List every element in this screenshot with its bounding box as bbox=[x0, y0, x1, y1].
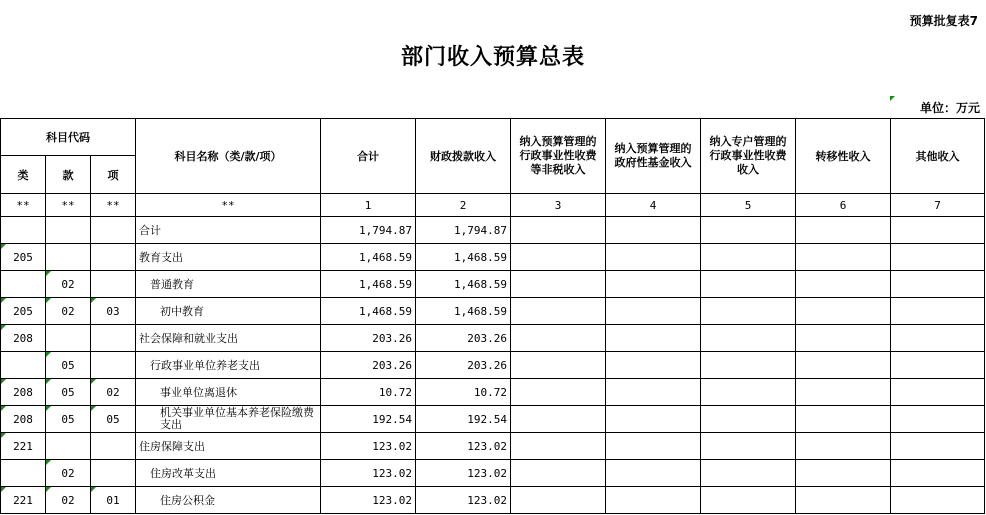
cell-fiscal: 203.26 bbox=[416, 325, 511, 352]
cell-empty bbox=[511, 298, 606, 325]
cell-xiang bbox=[91, 325, 136, 352]
cell-subject-name: 普通教育 bbox=[136, 271, 321, 298]
col-index-4: 4 bbox=[606, 194, 701, 217]
cell-kuan-text: 02 bbox=[61, 466, 75, 480]
table-row bbox=[1, 352, 985, 379]
cell-lei bbox=[1, 325, 46, 352]
cell-empty bbox=[606, 406, 701, 433]
cell-subject-name: 住房公积金 bbox=[136, 487, 321, 514]
cell-xiang bbox=[91, 244, 136, 271]
header-xiang: 项 bbox=[91, 156, 136, 194]
cell-lei bbox=[1, 298, 46, 325]
cell-kuan bbox=[46, 244, 91, 271]
cell-marker-icon bbox=[46, 487, 51, 492]
marker-name: ** bbox=[136, 194, 321, 217]
cell-lei-text: 205 bbox=[13, 304, 33, 318]
cell-empty bbox=[511, 460, 606, 487]
cell-empty bbox=[511, 379, 606, 406]
cell-kuan bbox=[46, 352, 91, 379]
header-special-fee-income: 纳入专户管理的行政事业性收费收入 bbox=[701, 119, 796, 194]
cell-empty bbox=[891, 460, 985, 487]
cell-xiang bbox=[91, 433, 136, 460]
cell-empty bbox=[891, 487, 985, 514]
cell-xiang bbox=[91, 298, 136, 325]
cell-lei bbox=[1, 406, 46, 433]
cell-xiang bbox=[91, 352, 136, 379]
cell-marker-icon bbox=[1, 325, 6, 330]
cell-total: 1,468.59 bbox=[321, 271, 416, 298]
cell-empty bbox=[796, 298, 891, 325]
cell-empty bbox=[606, 487, 701, 514]
cell-empty bbox=[796, 487, 891, 514]
cell-empty bbox=[511, 487, 606, 514]
cell-marker-icon bbox=[1, 487, 6, 492]
cell-empty bbox=[796, 379, 891, 406]
cell-fiscal: 1,468.59 bbox=[416, 244, 511, 271]
header-other-income: 其他收入 bbox=[891, 119, 985, 194]
cell-marker-icon bbox=[91, 298, 96, 303]
cell-empty bbox=[606, 433, 701, 460]
table-row bbox=[1, 487, 985, 514]
marker-kuan: ** bbox=[46, 194, 91, 217]
cell-xiang bbox=[91, 406, 136, 433]
cell-kuan bbox=[46, 487, 91, 514]
cell-subject-name: 行政事业单位养老支出 bbox=[136, 352, 321, 379]
cell-empty bbox=[891, 298, 985, 325]
cell-kuan bbox=[46, 379, 91, 406]
cell-total: 1,468.59 bbox=[321, 244, 416, 271]
cell-kuan bbox=[46, 406, 91, 433]
cell-empty bbox=[891, 379, 985, 406]
col-index-1: 1 bbox=[321, 194, 416, 217]
cell-lei bbox=[1, 271, 46, 298]
cell-empty bbox=[606, 460, 701, 487]
cell-empty bbox=[796, 325, 891, 352]
cell-marker-icon bbox=[46, 379, 51, 384]
cell-fiscal: 10.72 bbox=[416, 379, 511, 406]
table-row bbox=[1, 244, 985, 271]
cell-marker-icon bbox=[46, 271, 51, 276]
cell-empty bbox=[796, 460, 891, 487]
table-row bbox=[1, 406, 985, 433]
cell-kuan-text: 05 bbox=[61, 385, 75, 399]
cell-lei bbox=[1, 352, 46, 379]
marker-lei: ** bbox=[1, 194, 46, 217]
cell-subject-name: 住房保障支出 bbox=[136, 433, 321, 460]
cell-fiscal: 192.54 bbox=[416, 406, 511, 433]
cell-empty bbox=[511, 217, 606, 244]
cell-total: 203.26 bbox=[321, 325, 416, 352]
table-row bbox=[1, 460, 985, 487]
cell-empty bbox=[796, 271, 891, 298]
cell-empty bbox=[796, 217, 891, 244]
cell-empty bbox=[606, 271, 701, 298]
cell-total: 1,468.59 bbox=[321, 298, 416, 325]
cell-marker-icon bbox=[1, 244, 6, 249]
header-subject-name: 科目名称（类/款/项） bbox=[136, 119, 321, 194]
cell-fiscal: 1,468.59 bbox=[416, 298, 511, 325]
cell-empty bbox=[891, 433, 985, 460]
cell-xiang bbox=[91, 487, 136, 514]
header-kuan: 款 bbox=[46, 156, 91, 194]
cell-total: 123.02 bbox=[321, 460, 416, 487]
cell-subject-name: 住房改革支出 bbox=[136, 460, 321, 487]
cell-empty bbox=[701, 217, 796, 244]
cell-kuan bbox=[46, 433, 91, 460]
table-row bbox=[1, 298, 985, 325]
cell-subject-name: 合计 bbox=[136, 217, 321, 244]
cell-kuan-text: 02 bbox=[61, 277, 75, 291]
cell-total: 123.02 bbox=[321, 487, 416, 514]
cell-empty bbox=[796, 433, 891, 460]
document-number: 预算批复表7 bbox=[909, 14, 978, 28]
cell-lei-text: 221 bbox=[13, 439, 33, 453]
cell-total: 10.72 bbox=[321, 379, 416, 406]
cell-empty bbox=[511, 271, 606, 298]
cell-empty bbox=[701, 379, 796, 406]
cell-fiscal: 1,794.87 bbox=[416, 217, 511, 244]
col-index-2: 2 bbox=[416, 194, 511, 217]
cell-lei bbox=[1, 379, 46, 406]
cell-xiang-text: 01 bbox=[106, 493, 120, 507]
cell-fiscal: 123.02 bbox=[416, 487, 511, 514]
cell-empty bbox=[606, 379, 701, 406]
header-gov-fund-income: 纳入预算管理的政府性基金收入 bbox=[606, 119, 701, 194]
cell-marker-icon bbox=[91, 406, 96, 411]
cell-marker-icon bbox=[1, 298, 6, 303]
cell-kuan-text: 05 bbox=[61, 358, 75, 372]
cell-empty bbox=[701, 406, 796, 433]
cell-marker-icon bbox=[46, 406, 51, 411]
cell-empty bbox=[701, 460, 796, 487]
col-index-3: 3 bbox=[511, 194, 606, 217]
header-admin-fee-income: 纳入预算管理的行政事业性收费等非税收入 bbox=[511, 119, 606, 194]
header-transfer-income: 转移性收入 bbox=[796, 119, 891, 194]
cell-lei bbox=[1, 433, 46, 460]
cell-empty bbox=[796, 244, 891, 271]
column-index-row bbox=[1, 194, 985, 217]
cell-subject-name: 教育支出 bbox=[136, 244, 321, 271]
cell-lei-text: 208 bbox=[13, 331, 33, 345]
table-row bbox=[1, 325, 985, 352]
cell-lei-text: 208 bbox=[13, 412, 33, 426]
cell-marker-icon bbox=[91, 379, 96, 384]
cell-empty bbox=[511, 433, 606, 460]
cell-kuan bbox=[46, 298, 91, 325]
cell-marker-icon bbox=[1, 406, 6, 411]
cell-empty bbox=[701, 433, 796, 460]
col-index-6: 6 bbox=[796, 194, 891, 217]
cell-empty bbox=[701, 325, 796, 352]
cell-empty bbox=[606, 325, 701, 352]
cell-marker-icon bbox=[1, 433, 6, 438]
cell-empty bbox=[511, 406, 606, 433]
cell-subject-name: 机关事业单位基本养老保险缴费支出 bbox=[136, 406, 321, 433]
cell-subject-name: 社会保障和就业支出 bbox=[136, 325, 321, 352]
cell-subject-name: 事业单位离退休 bbox=[136, 379, 321, 406]
cell-kuan-text: 02 bbox=[61, 304, 75, 318]
cell-kuan bbox=[46, 325, 91, 352]
cell-kuan-text: 02 bbox=[61, 493, 75, 507]
header-fiscal-income: 财政拨款收入 bbox=[416, 119, 511, 194]
cell-lei bbox=[1, 487, 46, 514]
cell-subject-name: 初中教育 bbox=[136, 298, 321, 325]
cell-empty bbox=[511, 244, 606, 271]
cell-kuan-text: 05 bbox=[61, 412, 75, 426]
cell-kuan bbox=[46, 460, 91, 487]
cell-empty bbox=[701, 487, 796, 514]
cell-fiscal: 123.02 bbox=[416, 460, 511, 487]
cell-empty bbox=[511, 325, 606, 352]
cell-empty bbox=[891, 217, 985, 244]
cell-empty bbox=[606, 217, 701, 244]
cell-lei bbox=[1, 244, 46, 271]
cell-total: 203.26 bbox=[321, 352, 416, 379]
cell-marker-icon bbox=[46, 460, 51, 465]
cell-xiang bbox=[91, 460, 136, 487]
table-row bbox=[1, 271, 985, 298]
table-row bbox=[1, 433, 985, 460]
cell-marker-icon bbox=[46, 298, 51, 303]
marker-xiang: ** bbox=[91, 194, 136, 217]
cell-xiang bbox=[91, 271, 136, 298]
cell-xiang-text: 02 bbox=[106, 385, 120, 399]
header-total: 合计 bbox=[321, 119, 416, 194]
cell-kuan bbox=[46, 217, 91, 244]
col-index-5: 5 bbox=[701, 194, 796, 217]
cell-lei-text: 221 bbox=[13, 493, 33, 507]
table-row bbox=[1, 217, 985, 244]
table-row bbox=[1, 379, 985, 406]
page-title: 部门收入预算总表 bbox=[400, 45, 585, 70]
cell-empty bbox=[891, 325, 985, 352]
cell-empty bbox=[701, 298, 796, 325]
cell-empty bbox=[606, 244, 701, 271]
cell-marker-icon bbox=[46, 352, 51, 357]
cell-lei bbox=[1, 217, 46, 244]
cell-fiscal: 1,468.59 bbox=[416, 271, 511, 298]
cell-lei-text: 205 bbox=[13, 250, 33, 264]
unit-label: 单位：万元 bbox=[919, 101, 980, 115]
cell-xiang-text: 03 bbox=[106, 304, 120, 318]
cell-empty bbox=[701, 271, 796, 298]
cell-empty bbox=[606, 298, 701, 325]
header-code-group: 科目代码 bbox=[1, 119, 136, 156]
cell-total: 192.54 bbox=[321, 406, 416, 433]
cell-lei-text: 208 bbox=[13, 385, 33, 399]
cell-empty bbox=[796, 352, 891, 379]
cell-empty bbox=[891, 406, 985, 433]
budget-table bbox=[0, 118, 985, 514]
cell-marker-icon bbox=[91, 487, 96, 492]
cell-empty bbox=[796, 406, 891, 433]
cell-empty bbox=[891, 244, 985, 271]
cell-empty bbox=[891, 352, 985, 379]
cell-empty bbox=[701, 352, 796, 379]
cell-xiang bbox=[91, 217, 136, 244]
cell-xiang bbox=[91, 379, 136, 406]
cell-xiang-text: 05 bbox=[106, 412, 120, 426]
cell-fiscal: 123.02 bbox=[416, 433, 511, 460]
cell-empty bbox=[701, 244, 796, 271]
cell-lei bbox=[1, 460, 46, 487]
cell-marker-icon bbox=[1, 379, 6, 384]
cell-empty bbox=[511, 352, 606, 379]
header-lei: 类 bbox=[1, 156, 46, 194]
col-index-7: 7 bbox=[891, 194, 985, 217]
cell-total: 1,794.87 bbox=[321, 217, 416, 244]
cell-empty bbox=[891, 271, 985, 298]
cell-marker-icon bbox=[890, 96, 895, 101]
cell-kuan bbox=[46, 271, 91, 298]
cell-fiscal: 203.26 bbox=[416, 352, 511, 379]
cell-total: 123.02 bbox=[321, 433, 416, 460]
cell-empty bbox=[606, 352, 701, 379]
